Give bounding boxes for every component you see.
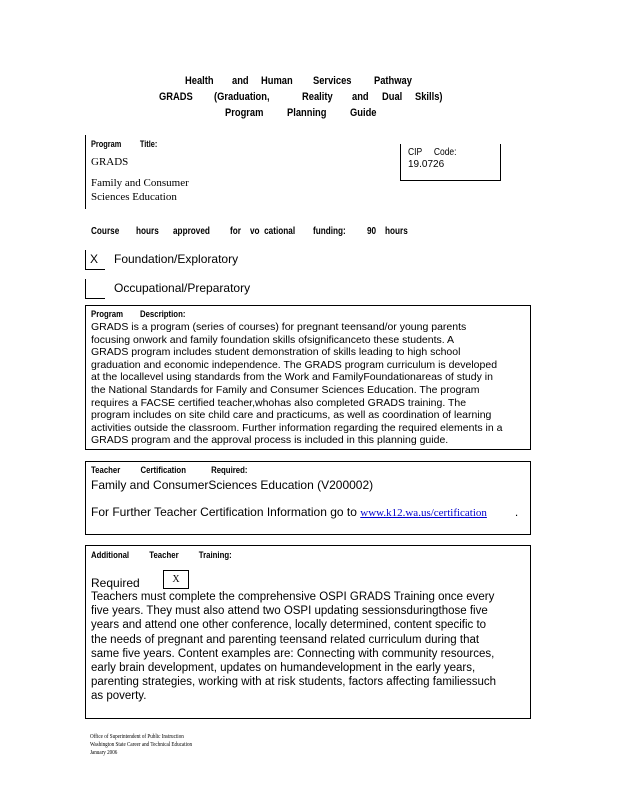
footer-line: Washington State Career and Technical Education: [90, 742, 193, 748]
cip-code-value: 19.0726: [408, 159, 445, 170]
section-bottom-border: [85, 534, 531, 535]
foundation-checkbox-mark[interactable]: X: [90, 252, 99, 266]
program-title-label: [91, 139, 157, 149]
program-name: GRADS: [91, 156, 129, 168]
section-right-border: [530, 545, 531, 719]
section-top-border: [85, 461, 531, 462]
section-top-border: [85, 305, 531, 306]
label-word: Additional: [91, 550, 130, 561]
cip-box-bottom-border: [400, 180, 501, 181]
title-word: Dual: [382, 91, 403, 103]
training-line: Teachers must complete the comprehensive OSPI GRADS Training once every: [91, 591, 495, 603]
label-word: Program: [91, 309, 124, 320]
training-label: [91, 550, 232, 561]
certification-label: [91, 465, 247, 476]
funding-word: hours: [136, 226, 159, 237]
required-checkbox[interactable]: [163, 570, 189, 589]
certification-more-info: [91, 505, 518, 519]
description-text: [91, 321, 525, 447]
training-line: parenting strategies, working with at risk students, factors affecting familiessuch: [91, 676, 497, 689]
label-word: Description:: [139, 309, 186, 320]
training-line: early brain development, updates on humandevelopment in the early years,: [91, 662, 476, 675]
title-word: Guide: [350, 107, 377, 119]
description-line: GRADS is a program (series of courses) for pregnant teensand/or young parents: [91, 321, 467, 333]
certification-value: Family and ConsumerSciences Education (V200002): [91, 478, 374, 492]
funding-word: funding:: [313, 226, 346, 237]
description-line: focusing onwork and family foundation skills ofsignificanceto these students. A: [91, 333, 455, 346]
funding-word: vo cational: [250, 226, 296, 237]
title-word: Human: [261, 75, 293, 87]
description-label: [91, 309, 185, 320]
training-line: the needs of pregnant and parenting teensand related curriculum during that: [91, 633, 480, 646]
section-left-border: [85, 461, 86, 535]
title-word: Health: [185, 75, 214, 87]
cip-box-right-border: [500, 144, 501, 181]
title-word: Reality: [302, 91, 333, 103]
training-line: five years. They must also attend two OSPI updating sessionsduringthose five: [91, 605, 488, 618]
title-word: Skills): [415, 91, 443, 103]
description-line: GRADS program includes student demonstration of skills leading to high school: [91, 346, 461, 359]
required-label: Required: [91, 576, 140, 590]
description-line: requires a FACSE certified teacher,whohas also completed GRADS training. The: [91, 396, 467, 409]
title-word: GRADS: [159, 91, 193, 103]
section-left-border: [85, 545, 86, 719]
cip-box-left-border: [400, 144, 401, 181]
program-department-line-1: Family and Consumer: [91, 177, 189, 189]
description-line: the National Standards for Family and Consumer Sciences Education. The program: [91, 383, 480, 396]
training-line: same five years. Content examples are: Connecting with community resources,: [91, 647, 495, 660]
foundation-label: Foundation/Exploratory: [114, 252, 239, 266]
certification-link[interactable]: www.k12.wa.us/certification: [360, 507, 487, 519]
section-bottom-border: [85, 718, 531, 719]
title-word: (Graduation,: [214, 91, 270, 103]
label-word: Title:: [139, 139, 158, 149]
checkbox-left-border: [85, 250, 86, 270]
label-word: Teacher: [149, 550, 179, 561]
label-word: Teacher: [91, 465, 121, 476]
description-line: graduation and economic independence. The GRADS program curriculum is developed: [91, 358, 498, 371]
checkbox-bottom-border: [85, 269, 105, 270]
section-right-border: [530, 461, 531, 535]
title-word: and: [352, 91, 369, 103]
title-word: and: [232, 75, 249, 87]
title-word: Pathway: [374, 75, 412, 87]
description-line: at the locallevel using standards from the Work and FamilyFoundationareas of study in: [91, 371, 493, 384]
required-checkbox-mark: X: [172, 574, 180, 585]
label-word: Training:: [198, 550, 232, 561]
training-line: as poverty.: [91, 690, 147, 703]
section-left-border: [85, 305, 86, 450]
title-word: Services: [313, 75, 352, 87]
label-word: Program: [91, 139, 122, 149]
cip-code-label: CIP Code:: [408, 147, 457, 158]
funding-word: hours: [385, 226, 408, 237]
footer-line: Office of Superintendent of Public Instruction: [90, 734, 184, 740]
description-line: GRADS program and the approval process is included in this planning guide.: [91, 434, 449, 447]
program-department-line-2: Sciences Education: [91, 191, 177, 203]
checkbox-left-border: [85, 279, 86, 299]
section-border: [85, 135, 86, 209]
label-word: Certification: [140, 465, 186, 476]
training-text: [91, 590, 525, 704]
section-bottom-border: [85, 449, 531, 450]
funding-word: for: [230, 226, 241, 237]
title-word: Planning: [287, 107, 327, 119]
training-line: years and attend one other conference, locally determined, content specific to: [91, 619, 487, 632]
title-word: Program: [225, 107, 264, 119]
funding-word: Course: [91, 226, 120, 237]
section-top-border: [85, 545, 531, 546]
funding-word: approved: [173, 226, 210, 237]
section-right-border: [530, 305, 531, 450]
description-line: program includes on site child care and practicums, as well as coordination of learning: [91, 409, 492, 422]
footer: [90, 733, 192, 757]
link-trailing: .: [514, 505, 519, 519]
occupational-label: Occupational/Preparatory: [114, 281, 251, 295]
label-word: Required:: [211, 465, 248, 476]
more-info-text: For Further Teacher Certification Information go to: [91, 505, 357, 519]
description-line: activities outside the classroom. Further information regarding the required elements in a: [91, 421, 503, 434]
checkbox-bottom-border: [85, 298, 105, 299]
funding-hours-value: 90: [367, 226, 377, 237]
footer-line: January 2006: [90, 750, 118, 756]
